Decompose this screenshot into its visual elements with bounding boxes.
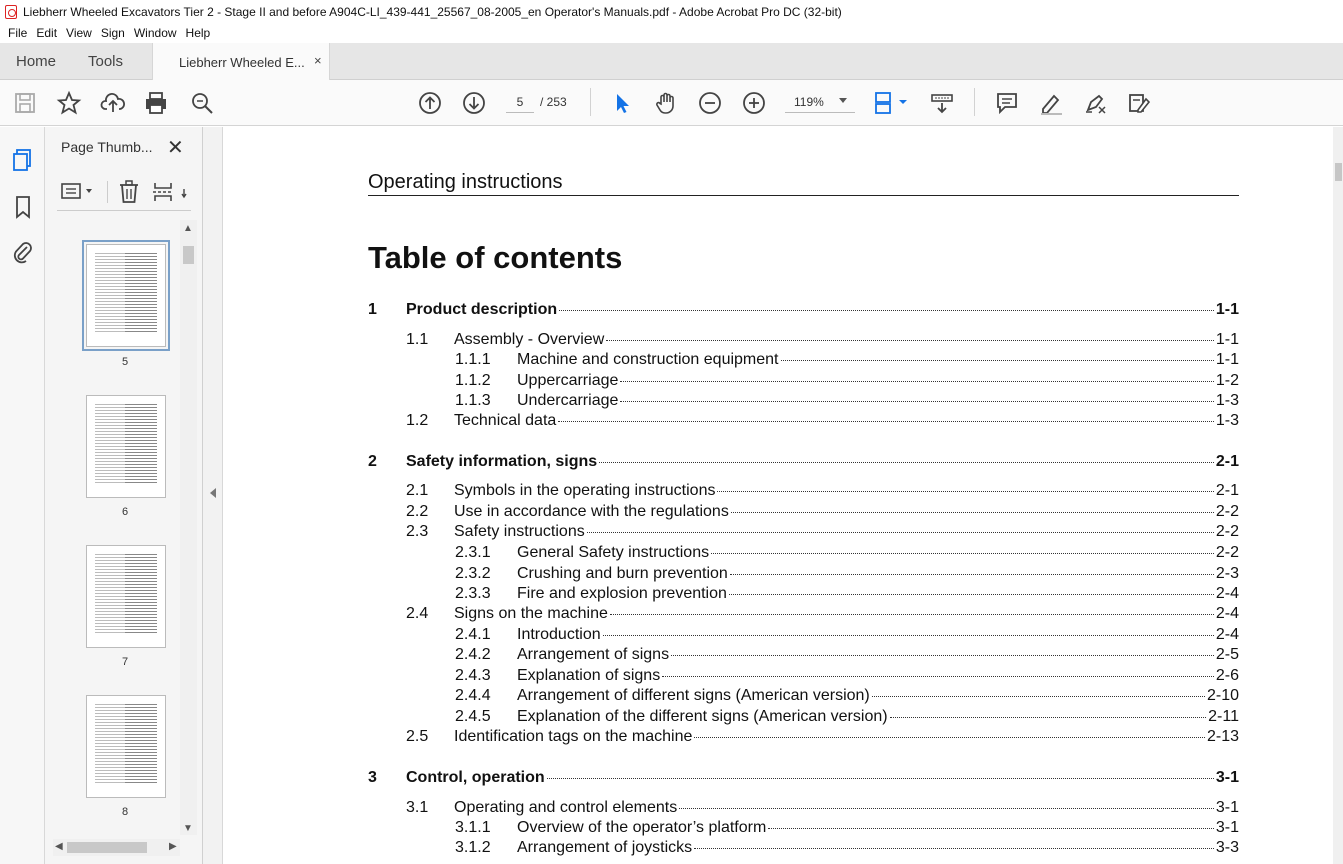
toc-entry-title: Operating and control elements — [454, 799, 678, 816]
toc-entry[interactable] — [223, 728, 1323, 748]
toc-entry-title: Technical data — [454, 412, 557, 429]
menu-file[interactable]: File — [8, 26, 28, 40]
toc-entry-title: Control, operation — [406, 769, 545, 786]
toc-entry-page: 2-4 — [1215, 626, 1239, 643]
toc-entry-number: 1.1 — [406, 331, 429, 348]
page-thumbnails-icon[interactable] — [10, 147, 36, 173]
toc-entry[interactable] — [223, 544, 1323, 564]
toc-entry-page: 2-4 — [1215, 605, 1239, 622]
document-scrollbar[interactable] — [1333, 127, 1343, 864]
attachment-paperclip-icon[interactable] — [10, 239, 36, 265]
toc-entry[interactable] — [223, 482, 1323, 502]
toc-entry-title: Safety instructions — [454, 523, 585, 540]
toc-entry-number: 2.4.4 — [455, 687, 491, 704]
menu-bar — [0, 23, 1343, 43]
toc-entry[interactable] — [223, 503, 1323, 523]
highlight-pen-icon[interactable] — [1038, 90, 1064, 116]
toc-entry[interactable] — [223, 331, 1323, 351]
toc-entry-number: 3 — [368, 769, 377, 786]
toc-entry-page: 1-1 — [1215, 351, 1239, 368]
toc-entry-title: Introduction — [517, 626, 601, 643]
menu-view[interactable]: View — [66, 26, 92, 40]
toc-entry-number: 2.4 — [406, 605, 429, 622]
toc-entry-number: 1 — [368, 301, 377, 318]
thumbnail-scrollbar[interactable] — [180, 220, 197, 835]
toc-entry-title: Safety information, signs — [406, 453, 598, 470]
find-zoom-icon[interactable] — [189, 90, 215, 116]
toc-entry-number: 2.3 — [406, 523, 429, 540]
thumbnail-page-7[interactable] — [86, 545, 166, 648]
toc-entry-number: 2.5 — [406, 728, 429, 745]
navigation-rail — [0, 127, 45, 864]
thumbnail-horizontal-scrollbar[interactable] — [53, 839, 180, 856]
toc-entry-page: 1-3 — [1215, 412, 1239, 429]
toc-entry-number: 2.3.1 — [455, 544, 491, 561]
scrollbar-thumb[interactable] — [1335, 163, 1342, 181]
toolbar-separator — [590, 88, 591, 116]
zoom-dropdown[interactable] — [785, 91, 855, 113]
toc-entry-title: Explanation of the different signs (American version) — [517, 708, 888, 725]
toc-entry-page: 2-2 — [1215, 503, 1239, 520]
thumbnail-page-number: 8 — [121, 806, 129, 818]
toc-entry-title: Fire and explosion prevention — [517, 585, 727, 602]
toc-entry-number: 1.1.1 — [455, 351, 491, 368]
toc-dot-leader — [603, 635, 1214, 636]
toc-entry-title: Symbols in the operating instructions — [454, 482, 716, 499]
toc-entry-number: 2.4.3 — [455, 667, 491, 684]
thumbnail-page-8[interactable] — [86, 695, 166, 798]
close-tab-icon[interactable]: × — [314, 53, 322, 68]
tools-separator — [107, 181, 108, 203]
toc-entry[interactable] — [223, 351, 1323, 371]
toc-entry-number: 1.1.2 — [455, 372, 491, 389]
toc-dot-leader — [599, 462, 1214, 463]
panel-collapse-strip[interactable] — [203, 127, 223, 864]
toc-entry-title: Arrangement of signs — [517, 646, 670, 663]
toc-entry-number: 2.3.2 — [455, 565, 491, 582]
tab-document-label: Liebherr Wheeled E... — [179, 55, 305, 70]
page-number-input[interactable] — [506, 91, 534, 113]
options-menu-icon[interactable] — [60, 179, 96, 205]
toc-entry-page: 1-2 — [1215, 372, 1239, 389]
toc-entry-page: 2-4 — [1215, 585, 1239, 602]
toc-entry-page: 2-5 — [1215, 646, 1239, 663]
toc-dot-leader — [679, 808, 1214, 809]
page-layout-icon[interactable] — [873, 90, 909, 116]
toc-dot-leader — [730, 574, 1214, 575]
scroll-left-icon[interactable]: ◀ — [55, 841, 63, 852]
toc-dot-leader — [620, 401, 1213, 402]
toc-entry[interactable] — [223, 523, 1323, 543]
toc-entry-number: 2 — [368, 453, 377, 470]
title-bar — [0, 0, 1343, 23]
menu-sign[interactable]: Sign — [100, 26, 125, 40]
thumbnail-page-5[interactable] — [86, 244, 166, 347]
thumbnail-text-lines — [95, 554, 157, 633]
toc-entry[interactable] — [223, 585, 1323, 605]
toc-dot-leader — [671, 655, 1214, 656]
toc-entry-title: Crushing and burn prevention — [517, 565, 728, 582]
thumbnail-page-number: 7 — [121, 656, 129, 668]
toc-entry-title: Overview of the operator’s platform — [517, 819, 767, 836]
toc-entry-number: 2.4.1 — [455, 626, 491, 643]
toc-dot-leader — [731, 512, 1214, 513]
toc-dot-leader — [717, 491, 1213, 492]
page-total: / 253 — [540, 95, 567, 109]
toolbar-separator — [974, 88, 975, 116]
scroll-down-icon[interactable]: ▼ — [183, 823, 193, 834]
toc-dot-leader — [872, 696, 1205, 697]
toc-entry-title: Arrangement of different signs (American version) — [517, 687, 870, 704]
toc-entry-number: 2.2 — [406, 503, 429, 520]
next-page-icon[interactable] — [461, 90, 487, 116]
tab-document[interactable] — [152, 43, 330, 80]
toc-entry-title: Assembly - Overview — [454, 331, 605, 348]
thumbnail-text-lines — [95, 253, 157, 332]
toc-entry[interactable] — [223, 605, 1323, 625]
toc-entry-page: 3-3 — [1215, 839, 1239, 856]
panel-title: Page Thumb... — [61, 139, 153, 155]
toc-entry-page: 2-10 — [1206, 687, 1239, 704]
toc-entry[interactable] — [223, 799, 1323, 819]
toc-dot-leader — [781, 360, 1214, 361]
toc-entry-page: 2-2 — [1215, 544, 1239, 561]
toc-entry-title: Arrangement of joysticks — [517, 839, 693, 856]
toc-entry[interactable] — [223, 372, 1323, 392]
toc-entry-number: 3.1 — [406, 799, 429, 816]
toc-entry-title: Uppercarriage — [517, 372, 619, 389]
tab-tools[interactable]: Tools — [88, 53, 124, 70]
toc-entry-page: 1-3 — [1215, 392, 1239, 409]
page-header: Operating instructions — [368, 171, 563, 193]
window-title: Liebherr Wheeled Excavators Tier 2 - Stage II and before A904C-LI_439-441_25567_08-2005_en Operator's Manuals.pdf - Adobe Acrobat Pro DC (32-bit) — [23, 4, 842, 19]
page-thumbnails-panel — [45, 127, 203, 864]
toc-entry-page: 2-3 — [1215, 565, 1239, 582]
toc-entry[interactable] — [223, 301, 1323, 321]
toc-dot-leader — [620, 381, 1213, 382]
menu-window[interactable]: Window — [133, 26, 177, 40]
draw-sign-icon[interactable] — [1082, 90, 1108, 116]
toc-entry-page: 2-2 — [1215, 523, 1239, 540]
toc-dot-leader — [662, 676, 1214, 677]
comment-icon[interactable] — [994, 90, 1020, 116]
toc-dot-leader — [559, 310, 1214, 311]
toc-dot-leader — [606, 340, 1214, 341]
toc-entry[interactable] — [223, 839, 1323, 859]
toc-entry-page: 2-1 — [1215, 482, 1239, 499]
toc-dot-leader — [610, 614, 1214, 615]
toc-entry-title: Identification tags on the machine — [454, 728, 693, 745]
extract-pages-icon[interactable] — [151, 179, 175, 205]
toc-entry-title: Undercarriage — [517, 392, 619, 409]
toc-entry-number: 2.4.5 — [455, 708, 491, 725]
fill-sign-icon[interactable] — [1126, 90, 1152, 116]
toc-entry-title: General Safety instructions — [517, 544, 710, 561]
toc-entry-number: 2.1 — [406, 482, 429, 499]
toc-entry[interactable] — [223, 626, 1323, 646]
star-bookmark-icon[interactable] — [56, 90, 82, 116]
toc-entry-number: 1.2 — [406, 412, 429, 429]
chevron-down-icon — [839, 98, 847, 103]
thumbnail-page-6[interactable] — [86, 395, 166, 498]
toc-entry[interactable] — [223, 412, 1323, 432]
toc-entry[interactable] — [223, 392, 1323, 412]
close-panel-icon[interactable]: ✕ — [167, 137, 184, 159]
toc-entry-title: Use in accordance with the regulations — [454, 503, 729, 520]
toc-entry-number: 1.1.3 — [455, 392, 491, 409]
thumbnail-text-lines — [95, 404, 157, 483]
scroll-mode-icon[interactable] — [929, 90, 955, 116]
toc-entry-page: 2-13 — [1206, 728, 1239, 745]
header-rule — [368, 195, 1239, 196]
toc-entry-title: Machine and construction equipment — [517, 351, 779, 368]
toc-entry-page: 1-1 — [1215, 331, 1239, 348]
thumbnail-page-number: 6 — [121, 506, 129, 518]
thumbnail-tools — [57, 175, 191, 211]
toc-entry-number: 3.1.2 — [455, 839, 491, 856]
toc-dot-leader — [890, 717, 1207, 718]
document-viewer[interactable] — [223, 127, 1333, 864]
toc-dot-leader — [729, 594, 1214, 595]
scroll-up-icon[interactable]: ▲ — [183, 223, 193, 234]
toc-entry[interactable] — [223, 687, 1323, 707]
print-icon[interactable] — [143, 90, 169, 116]
zoom-value: 119% — [794, 95, 824, 109]
zoom-in-icon[interactable] — [741, 90, 767, 116]
toc-entry-page: 2-11 — [1208, 708, 1239, 725]
toc-entry-page: 3-1 — [1215, 819, 1239, 836]
toc-entry[interactable] — [223, 819, 1323, 839]
menu-help[interactable]: Help — [185, 26, 211, 40]
scrollbar-thumb[interactable] — [67, 842, 147, 853]
previous-page-icon[interactable] — [417, 90, 443, 116]
toc-dot-leader — [711, 553, 1214, 554]
collapse-arrow-icon[interactable] — [210, 488, 216, 498]
scroll-right-icon[interactable]: ▶ — [169, 841, 177, 852]
tab-home[interactable]: Home — [16, 53, 57, 70]
delete-trash-icon[interactable] — [117, 179, 141, 205]
toc-entry[interactable] — [223, 646, 1323, 666]
toc-entry[interactable] — [223, 708, 1323, 728]
scrollbar-thumb[interactable] — [183, 246, 194, 264]
toc-entry-title: Explanation of signs — [517, 667, 661, 684]
toc-entry-number: 2.4.2 — [455, 646, 491, 663]
toc-dot-leader — [587, 532, 1214, 533]
thumbnail-text-lines — [95, 704, 157, 783]
bookmark-icon[interactable] — [10, 194, 36, 220]
toc-entry-number: 3.1.1 — [455, 819, 491, 836]
menu-edit[interactable]: Edit — [36, 26, 58, 40]
toc-entry-page: 2-6 — [1215, 667, 1239, 684]
more-tools-icon[interactable] — [181, 179, 191, 205]
toolbar — [0, 80, 1343, 126]
toc-entry-number: 2.3.3 — [455, 585, 491, 602]
toc-entry-title: Product description — [406, 301, 558, 318]
select-cursor-icon[interactable] — [609, 90, 635, 116]
toc-entry-page: 3-1 — [1215, 799, 1239, 816]
toc-dot-leader — [768, 828, 1214, 829]
toc-entry[interactable] — [223, 565, 1323, 585]
toc-dot-leader — [547, 778, 1214, 779]
toc-dot-leader — [694, 737, 1205, 738]
toc-dot-leader — [558, 421, 1214, 422]
toc-entry[interactable] — [223, 769, 1323, 789]
toc-entry-page: 3-1 — [1215, 769, 1239, 786]
toc-entry[interactable] — [223, 453, 1323, 473]
toc-entry[interactable] — [223, 667, 1323, 687]
toc-entry-page: 1-1 — [1215, 301, 1239, 318]
hand-tool-icon[interactable] — [653, 90, 679, 116]
toc-title: Table of contents — [368, 240, 623, 275]
acrobat-logo-icon — [5, 5, 17, 19]
thumbnail-page-number: 5 — [121, 356, 129, 368]
toc-dot-leader — [694, 848, 1214, 849]
toc-entry-page: 2-1 — [1215, 453, 1239, 470]
tab-bar — [0, 43, 1343, 80]
toc-entry-title: Signs on the machine — [454, 605, 608, 622]
save-icon[interactable] — [12, 90, 38, 116]
upload-cloud-icon[interactable] — [100, 90, 126, 116]
zoom-out-icon[interactable] — [697, 90, 723, 116]
